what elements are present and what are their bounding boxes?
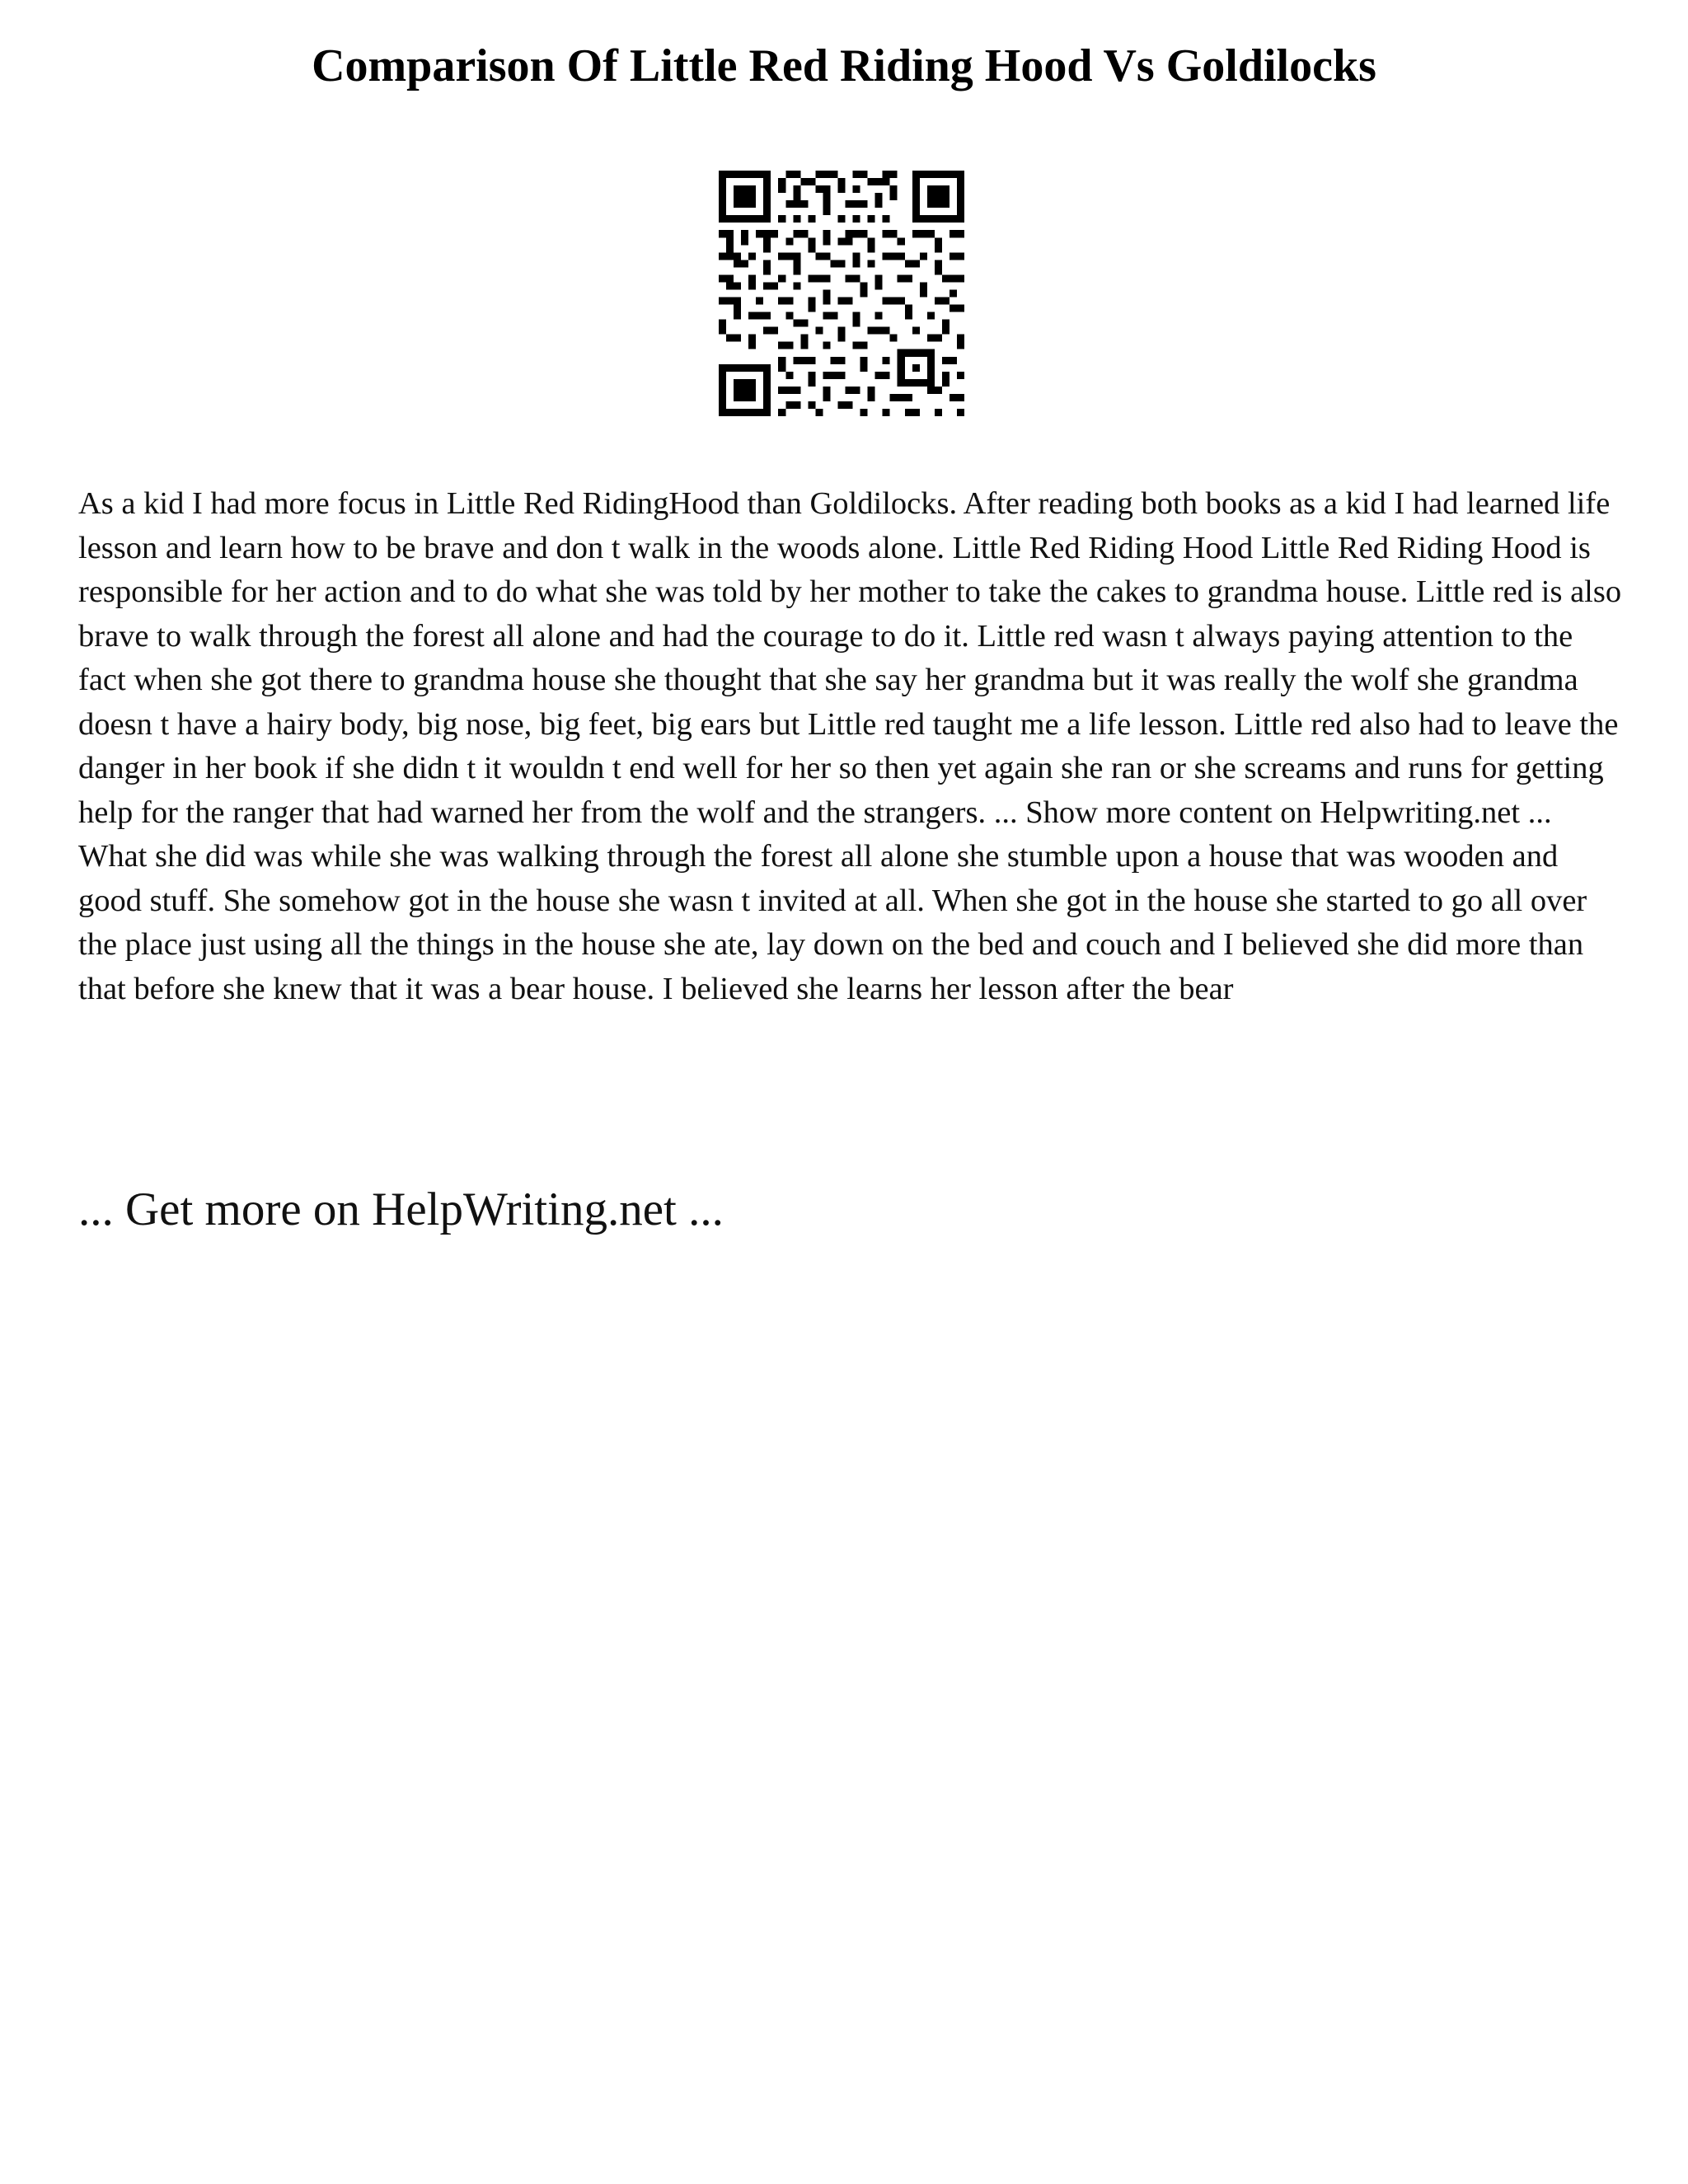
page-title: Comparison Of Little Red Riding Hood Vs Goldilocks [312,40,1376,91]
qr-code-icon [719,171,964,416]
essay-paragraph: As a kid I had more focus in Little Red RidingHood than Goldilocks. After reading both books as a kid I had learned life lesson and learn how to be brave and don t walk in the woods alone. Little Red Riding Hood Little Red Riding Hood is responsible for her action and to do what she was told by her mother to take the cakes to grandma house. Little red is also brave to walk through the forest all alone and had the courage to do it. Little red wasn t always paying attention to the fact when she got there to grandma house she thought that she say her grandma but it was really the wolf she grandma doesn t have a hairy body, big nose, big feet, big ears but Little red taught me a life lesson. Little red also had to leave the danger in her book if she didn t it wouldn t end well for her so then yet again she ran or she screams and runs for getting help for the ranger that had warned her from the wolf and the strangers. ... Show more content on Helpwriting.net ... [78,486,1622,830]
essay-body [78,482,1628,1011]
essay-paragraph: What she did was while she was walking through the forest all alone she stumble upon a house that was wooden and good stuff. She somehow got in the house she wasn t invited at all. When she got in the house she started to go all over the place just using all the things in the house she ate, lay down on the bed and couch and I believed she did more than that before she knew that it was a bear house. I believed she learns her lesson after the bear [78,839,1587,1006]
get-more-link[interactable]: ... Get more on HelpWriting.net ... [78,1183,724,1235]
